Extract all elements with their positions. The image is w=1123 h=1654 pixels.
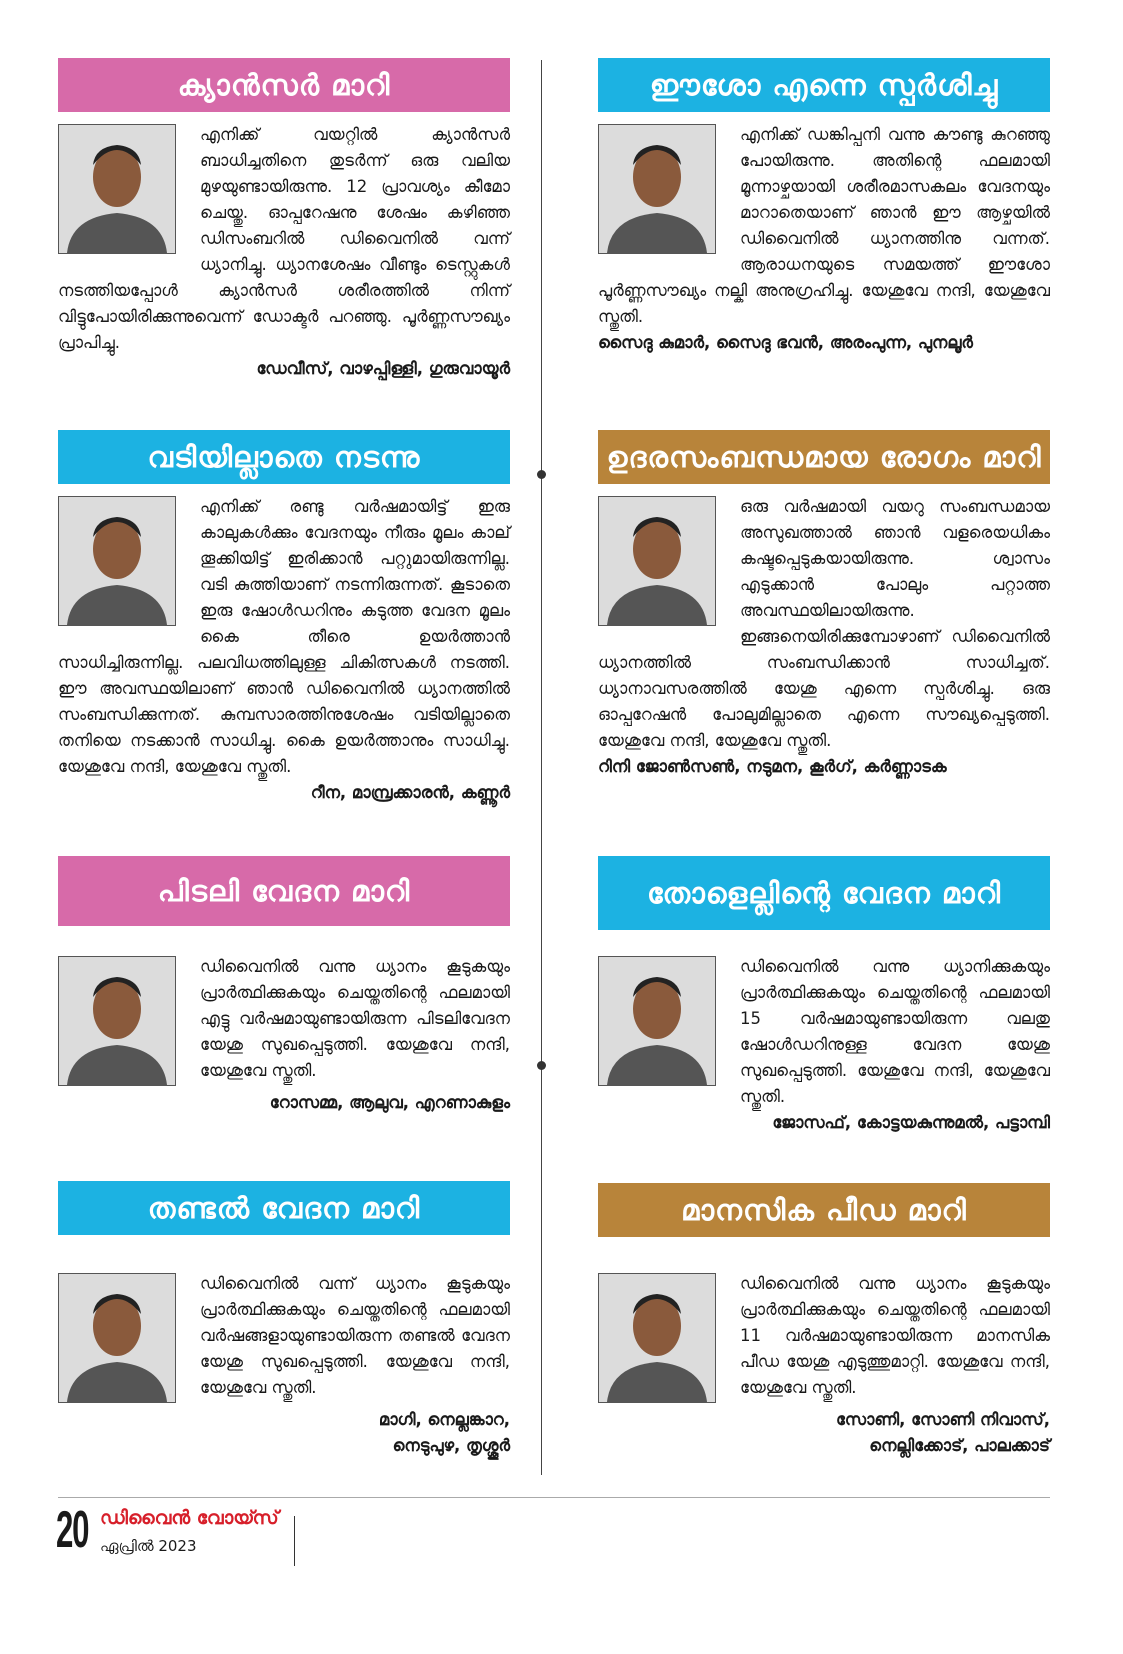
person-photo: [58, 1273, 176, 1403]
section-title: ഈശോ എന്നെ സ്പർശിച്ചു: [598, 58, 1050, 112]
testifier-name: മാഗി, നെല്ലങ്കാറ,: [378, 1410, 510, 1429]
section-title: മാനസിക പീഡ മാറി: [598, 1183, 1050, 1237]
testifier-name: റിനി ജോൺസൺ, നടുമന, കൂർഗ്, കർണ്ണാടക: [598, 757, 947, 776]
testifier-name: റീന, മാമ്പ്രക്കാരൻ, കണ്ണൂർ: [310, 783, 510, 802]
page-number: 20: [56, 1501, 89, 1559]
testifier-name: സൈദു കുമാർ, സൈദു ഭവൻ, അരംപുന്ന, പുനലൂർ: [598, 333, 973, 352]
testimonial-walking: [58, 430, 510, 806]
section-title: ക്യാൻസർ മാറി: [58, 58, 510, 112]
testifier-place: നെടുപുഴ, തൃശ്ശൂർ: [392, 1436, 510, 1455]
testimonial-neck-pain: [58, 856, 510, 1116]
person-photo: [598, 124, 716, 254]
person-photo: [598, 496, 716, 626]
testimony-text: എനിക്ക് വയറ്റിൽ ക്യാൻസർ ബാധിച്ചതിനെ തുടർന്ന് ഒരു വലിയ മുഴയുണ്ടായിരുന്നു. 12 പ്രാവശ്യം കീമോ ചെയ്തു. ഓപ്പറേഷനു ശേഷം കഴിഞ്ഞ ഡിസംബറിൽ ഡിവൈനിൽ വന്ന് ധ്യാനിച്ചു. ധ്യാനശേഷം വീണ്ടും ടെസ്റ്റുകൾ നടത്തിയപ്പോൾ ക്യാൻസർ ശരീരത്തിൽ നിന്ന് വിട്ടുപോയിരിക്കുന്നുവെന്ന് ഡോക്ടർ പറഞ്ഞു. പൂർണ്ണസൗഖ്യം പ്രാപിച്ചു.: [58, 125, 510, 352]
section-title: തണ്ടൽ വേദന മാറി: [58, 1181, 510, 1235]
person-photo: [598, 1273, 716, 1403]
section-title: തോളെല്ലിന്റെ വേദന മാറി: [598, 856, 1050, 930]
testimonial-mental: [598, 1183, 1050, 1459]
testimonial-back-pain: [58, 1181, 510, 1459]
person-photo: [58, 124, 176, 254]
testifier-name: റോസമ്മ, ആലുവ, എറണാകുളം: [269, 1093, 510, 1112]
person-photo: [598, 956, 716, 1086]
testimony-text: എനിക്ക് രണ്ടു വർഷമായിട്ട് ഇരു കാലുകൾക്കും വേദനയും നീരും മൂലം കാല് തൂക്കിയിട്ട് ഇരിക്കാൻ പറ്റുമായിരുന്നില്ല. വടി കുത്തിയാണ് നടന്നിരുന്നത്. കൂടാതെ ഇരു ഷോൾഡറിനും കടുത്ത വേദന മൂലം കൈ തീരെ ഉയർത്താൻ സാധിച്ചിരുന്നില്ല. പലവിധത്തിലുള്ള ചികിത്സകൾ നടത്തി. ഈ അവസ്ഥയിലാണ് ഞാൻ ഡിവൈനിൽ ധ്യാനത്തിൽ സംബന്ധിക്കുന്നത്. കുമ്പസാരത്തിനുശേഷം വടിയില്ലാതെ തനിയെ നടക്കാൻ സാധിച്ചു. കൈ ഉയർത്താനും സാധിച്ചു. യേശുവേ നന്ദി, യേശുവേ സ്തുതി.: [58, 497, 510, 776]
divider-dot: [537, 470, 546, 479]
testimonial-shoulder: [598, 856, 1050, 1136]
testifier-name: ഡേവീസ്, വാഴപ്പിള്ളി, ഗുരുവായൂർ: [256, 359, 510, 378]
testimony-text: ഡിവൈനിൽ വന്നു ധ്യാനിക്കുകയും പ്രാർത്ഥിക്കുകയും ചെയ്തതിന്റെ ഫലമായി 15 വർഷമായുണ്ടായിരുന്ന വലതു ഷോൾഡറിനുള്ള വേദന യേശു സുഖപ്പെടുത്തി. യേശുവേ നന്ദി, യേശുവേ സ്തുതി.: [740, 957, 1050, 1106]
section-title: പിടലി വേദന മാറി: [58, 856, 510, 926]
section-title: ഉദരസംബന്ധമായ രോഗം മാറി: [598, 430, 1050, 484]
testimony-text: ഒരു വർഷമായി വയറു സംബന്ധമായ അസുഖത്താൽ ഞാൻ വളരെയധികം കഷ്ടപ്പെടുകയായിരുന്നു. ശ്വാസം എടുക്കാൻ പോലും പറ്റാത്ത അവസ്ഥയിലായിരുന്നു. ഇങ്ങനെയിരിക്കുമ്പോഴാണ് ഡിവൈനിൽ ധ്യാനത്തിൽ സംബന്ധിക്കാൻ സാധിച്ചത്. ധ്യാനാവസരത്തിൽ യേശു എന്നെ സ്പർശിച്ചു. ഒരു ഓപ്പറേഷൻ പോലുമില്ലാതെ എന്നെ സൗഖ്യപ്പെടുത്തി. യേശുവേ നന്ദി, യേശുവേ സ്തുതി.: [598, 497, 1050, 750]
magazine-name: ഡിവൈൻ വോയ്സ്: [100, 1507, 279, 1529]
testimonial-dengue: [598, 58, 1050, 356]
column-divider: [541, 60, 542, 1475]
testimony-text: ഡിവൈനിൽ വന്ന് ധ്യാനം കൂടുകയും പ്രാർത്ഥിക്കുകയും ചെയ്തതിന്റെ ഫലമായി വർഷങ്ങളായുണ്ടായിരുന്ന തണ്ടൽ വേദന യേശു സുഖപ്പെടുത്തി. യേശുവേ നന്ദി, യേശുവേ സ്തുതി.: [200, 1274, 510, 1397]
issue-date: ഏപ്രിൽ 2023: [100, 1537, 197, 1555]
testifier-name: സോണി, സോണി നിവാസ്,: [836, 1410, 1050, 1429]
testimony-text: ഡിവൈനിൽ വന്നു ധ്യാനം കൂടുകയും പ്രാർത്ഥിക്കുകയും ചെയ്തതിന്റെ ഫലമായി എട്ടു വർഷമായുണ്ടായിരുന്ന പിടലിവേദന യേശു സുഖപ്പെടുത്തി. യേശുവേ നന്ദി, യേശുവേ സ്തുതി.: [200, 957, 510, 1080]
testimony-text: എനിക്ക് ഡങ്കിപ്പനി വന്നു കൗണ്ടു കുറഞ്ഞു പോയിരുന്നു. അതിന്റെ ഫലമായി മൂന്നാഴ്ചയായി ശരീരമാസകലം വേദനയും മാറാതെയാണ് ഞാൻ ഈ ആഴ്ചയിൽ ഡിവൈനിൽ ധ്യാനത്തിനു വന്നത്. ആരാധനയുടെ സമയത്ത് ഈശോ പൂർണ്ണസൗഖ്യം നല്കി അനുഗ്രഹിച്ചു. യേശുവേ നന്ദി, യേശുവേ സ്തുതി.: [598, 125, 1050, 326]
testimonial-cancer: [58, 58, 510, 382]
divider-dot: [537, 1061, 546, 1070]
testimonial-stomach: [598, 430, 1050, 780]
section-title: വടിയില്ലാതെ നടന്നു: [58, 430, 510, 484]
person-photo: [58, 496, 176, 626]
testifier-place: നെല്ലിക്കോട്, പാലക്കാട്: [869, 1436, 1050, 1455]
footer-rule: [58, 1497, 1050, 1498]
testifier-name: ജോസഫ്, കോട്ടയകുന്നുമൽ, പട്ടാമ്പി: [772, 1113, 1050, 1132]
person-photo: [58, 956, 176, 1086]
testimony-text: ഡിവൈനിൽ വന്നു ധ്യാനം കൂടുകയും പ്രാർത്ഥിക്കുകയും ചെയ്തതിന്റെ ഫലമായി 11 വർഷമായുണ്ടായിരുന്ന മാനസിക പീഡ യേശു എടുത്തുമാറ്റി. യേശുവേ നന്ദി, യേശുവേ സ്തുതി.: [740, 1274, 1050, 1397]
footer-divider: [294, 1516, 295, 1566]
